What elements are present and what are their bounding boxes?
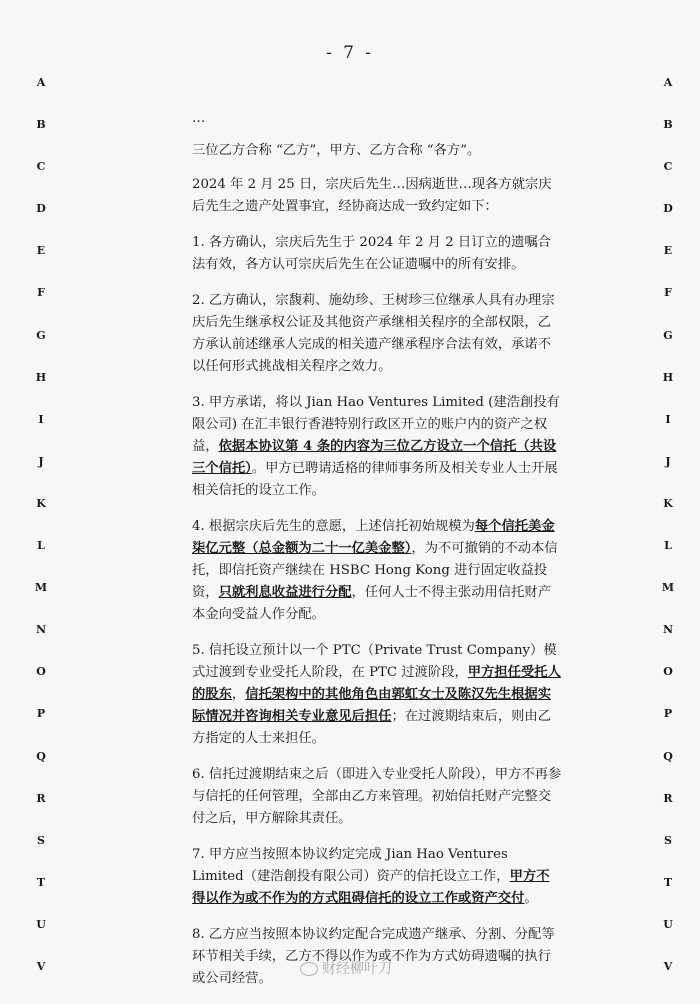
margin-letter-right: T [663, 875, 673, 889]
margin-letter-left: O [36, 665, 46, 679]
margin-letter-left: C [36, 160, 46, 174]
margin-letter-right: J [665, 454, 671, 468]
clause-7-text-end: 。 [524, 891, 538, 906]
clause-1: 1. 各方确认，宗庆后先生于 2024 年 2 月 2 日订立的遗嘱合法有效，各方认可宗庆后先生在公证遗嘱中的所有安排。 [192, 235, 551, 272]
clause-3 [192, 392, 562, 502]
right-margin-letters [658, 76, 678, 1002]
margin-letter-right: P [663, 707, 673, 721]
margin-letter-left: R [36, 791, 46, 805]
clause-5-underlined-shareholder: 甲方担任受托人的股东 [192, 665, 561, 702]
clause-2: 2. 乙方确认，宗馥莉、施幼珍、王树珍三位继承人具有办理宗庆后先生继承权公证及其他资产承继相关程序的全部权限，乙方承认前述继承人完成的相关遗产继承程序合法有效，承诺不以任何形式挑战相关程序之效力。 [192, 293, 555, 374]
margin-letter-right: M [661, 581, 675, 595]
clause-3-underlined: 依据本协议第 4 条的内容为三位乙方设立一个信托（共设三个信托） [192, 439, 557, 476]
watermark-text: 财经柳叶刀 [322, 961, 392, 977]
margin-letter-left: F [37, 286, 45, 300]
margin-letter-left: I [38, 412, 44, 426]
margin-letter-left: K [36, 496, 46, 510]
margin-letter-right: H [662, 370, 674, 384]
clause-3-text-end: 。甲方已聘请适格的律师事务所及相关专业人士开展相关信托的设立工作。 [192, 461, 558, 498]
margin-letter-left: H [35, 370, 47, 384]
margin-letter-left: N [35, 623, 47, 637]
margin-letter-left: L [37, 539, 45, 553]
margin-letter-right: E [663, 244, 673, 258]
clause-5-underlined-roles: 信托架构中的其他角色由郭虹女士及陈汉先生根据实际情况并咨询相关专业意见后担任 [192, 687, 552, 724]
margin-letter-right: S [664, 833, 672, 847]
margin-letter-left: T [36, 875, 46, 889]
clause-3-text: 3. 甲方承诺，将以 Jian Hao Ventures Limited (建浩創投有限公司) 在汇丰银行香港特别行政区开立的账户内的资产之权益， [192, 395, 560, 454]
clause-7 [192, 844, 562, 910]
margin-letter-right: A [663, 76, 673, 89]
margin-letter-right: C [663, 160, 673, 174]
margin-letter-left: U [36, 917, 46, 931]
margin-letter-right: V [663, 959, 673, 973]
margin-letter-left: S [37, 833, 45, 847]
margin-letter-left: G [36, 328, 46, 342]
clause-4-underlined-interest: 只就利息收益进行分配 [218, 585, 352, 600]
clause-5-text: 5. 信托设立预计以一个 PTC（Private Trust Company）模式过渡到专业受托人阶段，在 PTC 过渡阶段， [192, 643, 557, 680]
document-body [192, 108, 562, 1004]
clause-8: 8. 乙方应当按照本协议约定配合完成遗产继承、分割、分配等环节相关手续，乙方不得以作为或不作为方式妨碍遗嘱的执行或公司经营。 [192, 927, 555, 986]
clause-5 [192, 640, 562, 750]
margin-letter-left: Q [36, 749, 46, 763]
clause-4-underlined-amount: 每个信托美金柒亿元整（总金额为二十一亿美金整） [192, 519, 555, 556]
margin-letter-right: O [663, 665, 673, 679]
clause-5-text-end: ；在过渡期结束后，则由乙方指定的人士来担任。 [192, 709, 552, 746]
watermark [300, 958, 392, 978]
margin-letter-left: J [38, 454, 44, 468]
clause-4-text-mid: ，为不可撤销的不动本信托，即信托资产继续在 HSBC Hong Kong 进行固定收益投资， [192, 541, 558, 600]
intro-parties: 三位乙方合称 “乙方”，甲方、乙方合称 “各方”。 [192, 143, 481, 158]
margin-letter-right: F [664, 286, 672, 300]
margin-letter-left: P [36, 707, 46, 721]
clause-4-text: 4. 根据宗庆后先生的意愿，上述信托初始规模为 [192, 519, 475, 534]
clause-7-text: 7. 甲方应当按照本协议约定完成 Jian Hao Ventures Limited（建浩創投有限公司）资产的信托设立工作， [192, 847, 510, 884]
margin-letter-right: B [663, 118, 673, 132]
margin-letter-right: I [665, 412, 671, 426]
margin-letter-right: N [662, 623, 674, 637]
margin-letter-right: Q [663, 749, 673, 763]
clause-4-text-end: ，任何人士不得主张动用信托财产本金向受益人作分配。 [192, 585, 552, 622]
ellipsis: … [192, 111, 206, 126]
left-margin-letters [31, 76, 51, 1002]
margin-letter-left: M [34, 581, 48, 595]
margin-letter-right: U [663, 917, 673, 931]
margin-letter-right: L [664, 539, 672, 553]
clause-4 [192, 516, 562, 626]
margin-letter-left: D [36, 202, 46, 216]
margin-letter-left: A [36, 76, 46, 89]
clause-5-comma: ， [231, 687, 246, 702]
clause-6: 6. 信托过渡期结束之后（即进入专业受托人阶段），甲方不再参与信托的任何管理，全部由乙方来管理。初始信托财产完整交付之后，甲方解除其责任。 [192, 767, 562, 826]
margin-letter-right: K [663, 496, 673, 510]
intro-preamble: 2024 年 2 月 25 日，宗庆后先生…因病逝世…现各方就宗庆后先生之遗产处置事宜，经协商达成一致约定如下： [192, 177, 552, 214]
page-number: - 7 - [325, 43, 375, 63]
clause-7-underlined: 甲方不得以作为或不作为的方式阻碍信托的设立工作或资产交付 [192, 869, 550, 906]
margin-letter-right: D [663, 202, 673, 216]
margin-letter-right: G [663, 328, 673, 342]
weibo-logo-icon [300, 962, 318, 976]
margin-letter-right: R [663, 791, 673, 805]
margin-letter-left: B [36, 118, 46, 132]
margin-letter-left: E [36, 244, 46, 258]
margin-letter-left: V [36, 959, 46, 973]
